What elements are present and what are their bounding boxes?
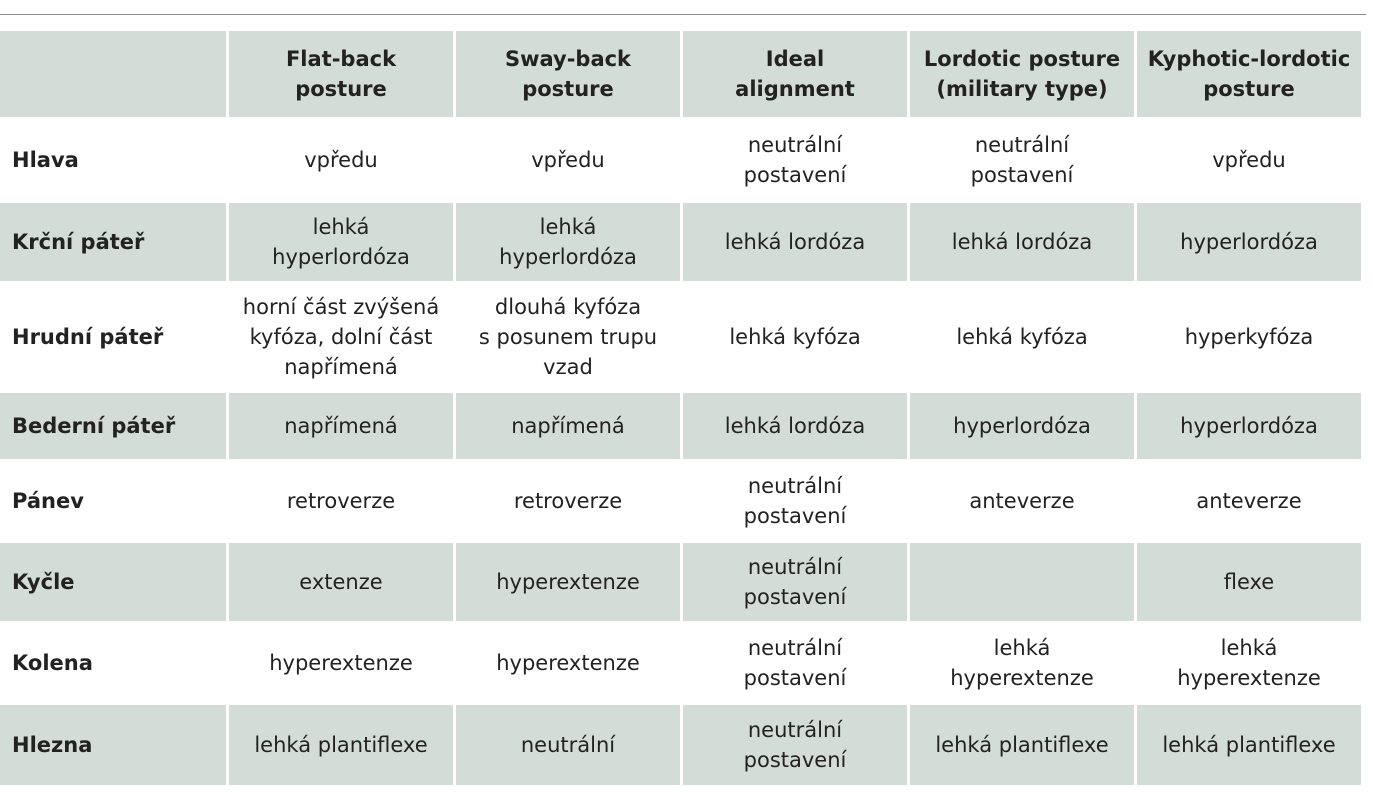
table-cell: neutrální postavení xyxy=(683,705,907,785)
table-cell: hyperlordóza xyxy=(1137,203,1361,281)
table-cell: lehká plantiflexe xyxy=(910,705,1134,785)
table-cell: hyperextenze xyxy=(456,543,680,621)
table-cell: extenze xyxy=(229,543,453,621)
table-row xyxy=(0,284,1361,390)
table-cell: lehká hyperlordóza xyxy=(456,203,680,281)
table-row xyxy=(0,393,1361,459)
row-label: Krční páteř xyxy=(0,203,226,281)
row-label: Pánev xyxy=(0,462,226,540)
header-ideal: Ideal alignment xyxy=(683,31,907,117)
table-cell: napřímená xyxy=(456,393,680,459)
table-cell: lehká kyfóza xyxy=(910,284,1134,390)
table-cell: lehká lordóza xyxy=(683,203,907,281)
table-cell: neutrální xyxy=(456,705,680,785)
row-label: Kyčle xyxy=(0,543,226,621)
table-cell: retroverze xyxy=(456,462,680,540)
table-cell: vpředu xyxy=(456,120,680,200)
posture-table xyxy=(0,28,1364,788)
table-cell: dlouhá kyfóza s posunem trupu vzad xyxy=(456,284,680,390)
table-cell: lehká hyperlordóza xyxy=(229,203,453,281)
table-cell: neutrální postavení xyxy=(910,120,1134,200)
table-cell: anteverze xyxy=(1137,462,1361,540)
table-cell: lehká lordóza xyxy=(683,393,907,459)
table-cell xyxy=(910,543,1134,621)
table-cell: vpředu xyxy=(229,120,453,200)
table-cell: hyperlordóza xyxy=(910,393,1134,459)
row-label: Hlezna xyxy=(0,705,226,785)
table-cell: neutrální postavení xyxy=(683,543,907,621)
row-label: Hlava xyxy=(0,120,226,200)
table-cell: hyperextenze xyxy=(456,624,680,702)
table-cell: lehká hyperextenze xyxy=(910,624,1134,702)
header-flat-back: Flat-back posture xyxy=(229,31,453,117)
table-cell: hyperkyfóza xyxy=(1137,284,1361,390)
table-cell: napřímená xyxy=(229,393,453,459)
header-row xyxy=(0,31,1361,117)
row-label: Kolena xyxy=(0,624,226,702)
row-label: Hrudní páteř xyxy=(0,284,226,390)
table-cell: horní část zvýšená kyfóza, dolní část napřímená xyxy=(229,284,453,390)
table-row xyxy=(0,624,1361,702)
row-label: Bederní páteř xyxy=(0,393,226,459)
table-cell: lehká kyfóza xyxy=(683,284,907,390)
table-cell: lehká plantiflexe xyxy=(1137,705,1361,785)
table-row xyxy=(0,705,1361,785)
header-kyphotic-lordotic: Kyphotic-lordotic posture xyxy=(1137,31,1361,117)
table-cell: lehká plantiflexe xyxy=(229,705,453,785)
header-sway-back: Sway-back posture xyxy=(456,31,680,117)
table-cell: neutrální postavení xyxy=(683,462,907,540)
table-cell: flexe xyxy=(1137,543,1361,621)
top-rule xyxy=(0,14,1366,15)
table-cell: neutrální postavení xyxy=(683,120,907,200)
header-corner xyxy=(0,31,226,117)
table-cell: lehká hyperextenze xyxy=(1137,624,1361,702)
table-cell: hyperlordóza xyxy=(1137,393,1361,459)
table-cell: lehká lordóza xyxy=(910,203,1134,281)
table-row xyxy=(0,543,1361,621)
table-row xyxy=(0,203,1361,281)
table-cell: neutrální postavení xyxy=(683,624,907,702)
table-cell: retroverze xyxy=(229,462,453,540)
table-cell: vpředu xyxy=(1137,120,1361,200)
table-cell: anteverze xyxy=(910,462,1134,540)
table-row xyxy=(0,462,1361,540)
table-cell: hyperextenze xyxy=(229,624,453,702)
header-lordotic: Lordotic posture (military type) xyxy=(910,31,1134,117)
table-row xyxy=(0,120,1361,200)
